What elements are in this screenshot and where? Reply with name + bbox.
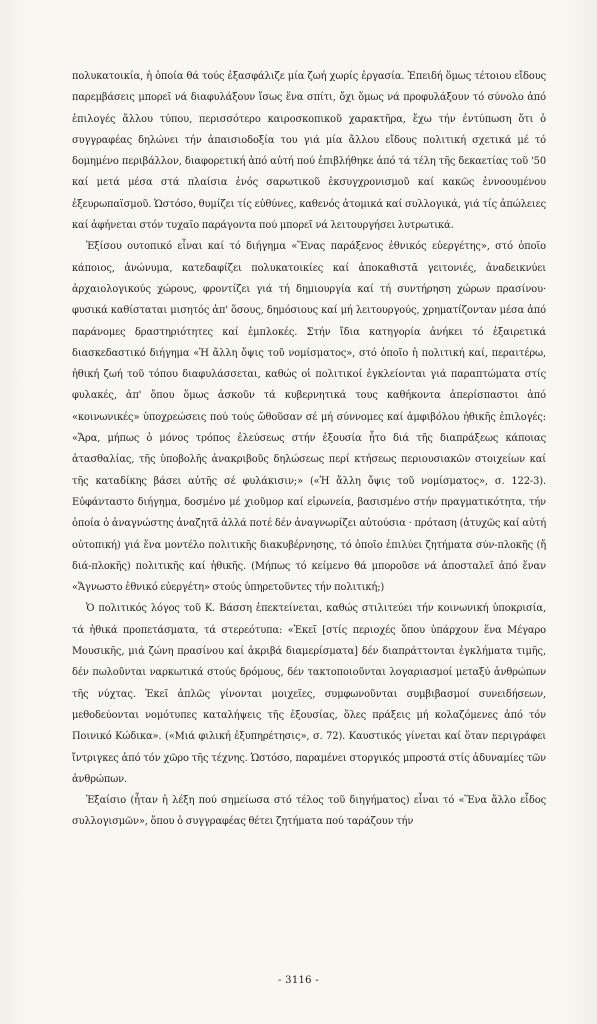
paragraph-3: Ὁ πολιτικός λόγος τοῦ Κ. Βάσση ἐπεκτείνεται, καθώς στιλιτεύει τήν κοινωνική ὑποκρισία, τά ἠθικά προπετάσματα, τά στερεότυπα: «Ἐκεῖ [στίς περιοχές ὅπου ὑπάρχουν ἕνα Μέγαρο Μουσικῆς, μιά ζώνη πρασίνου καί ἀκριβά διαμερίσματα] δέν διαπράττονται ἐγκλήματα τιμῆς, δέν πωλοῦνται ναρκωτικά στούς δρόμους, δέν τακτοποιοῦνται λογαριασμοί μεταξύ ἀνθρώπων τῆς νύχτας. Ἐκεῖ ἁπλῶς γίνονται μοιχεῖες, συμφωνοῦνται συμβιβασμοί συνειδήσεων, μεθοδεύονται νομότυπες καταλήψεις τῆς ἐξουσίας, ὅλες πράξεις μή κολαζόμενες ἀπό τόν Ποινικό Κώδικα». («Μιά φιλική ἐξυπηρέτησις», σ. 72). Καυστικός γίνεται καί ὅταν περιγράφει ἴντριγκες ἀπό τόν χῶρο τῆς τέχνης. Ὡστόσο, παραμένει στοργικός μπροστά στίς ἀδυναμίες τῶν ἀνθρώπων. — [72, 603, 546, 785]
page-number: - 3116 - — [278, 975, 319, 986]
paragraph-1: πολυκατοικία, ἡ ὁποία θά τούς ἐξασφάλιζε μία ζωή χωρίς ἐργασία. Ἐπειδή ὅμως τέτοιου εἴδους παρεμβάσεις μπορεῖ νά διαφυλάξουν ἴσως ἕνα σπίτι, ὄχι ὅμως νά προφυλάξουν τό σύνολο ἀπό ἐπιλογές ἄλλου τύπου, περισσότερο καιροσκοπικοῦ χαρακτῆρα, ἔχω τήν ἐντύπωση ὅτι ὁ συγγραφέας δηλώνει τήν ἀπαισιοδοξία του γιά μία ἄλλου εἴδους πολιτική σχετικά μέ τό δομημένο περιβάλλον, διαφορετική ἀπό αὐτή πού ἐπιβλήθηκε ἀπό τά τέλη τῆς δεκαετίας τοῦ '50 καί μετά μέσα στά πλαίσια ἑνός σαρωτικοῦ ἐκσυγχρονισμοῦ καί κακῶς ἐννοουμένου ἐξευρωπαϊσμοῦ. Ὡστόσο, θυμίζει τίς εὐθύνες, καθενός ἀτομικά καί συλλογικά, γιά τίς ἀπώλειες καί ἀφήνεται στόν τυχαῖο παράγοντα πού μπορεῖ νά λειτουργήσει λυτρωτικά. — [72, 71, 546, 232]
paragraph-4: Ἐξαίσιο (ἦταν ἡ λέξη πού σημείωσα στό τέλος τοῦ διηγήματος) εἶναι τό «Ἕνα ἄλλο εἶδος συλλογισμῶν», ὅπου ὁ συγγραφέας θέτει ζητήματα πού ταράζουν τήν — [72, 795, 546, 828]
body-text — [72, 66, 546, 833]
paragraph-2: Ἐξίσου ουτοπικό εἶναι καί τό διήγημα «Ἕνας παράξενος ἐθνικός εὐεργέτης», στό ὁποῖο κάποιος, ἀνώνυμα, κατεδαφίζει πολυκατοικίες καί ἀποκαθιστᾶ γειτονιές, ἀναδεικνύει ἀρχαιολογικούς χώρους, φροντίζει γιά τή δημιουργία καί τή συντήρηση χώρων πρασίνου· φυσικά καθίσταται μισητός ἀπ' ὅσους, δημόσιους καί μή λειτουργούς, χρηματίζονταν μέσα ἀπό παράνομες δραστηριότητες καί ἐμπλοκές. Στήν ἴδια κατηγορία ἀνήκει τό ἐξαιρετικά διασκεδαστικό διήγημα «Ἡ ἄλλη ὄψις τοῦ νομίσματος», στό ὁποῖο ἡ πολιτική καί, περαιτέρω, ἠθική ζωή τοῦ τόπου διαφυλάσσεται, καθώς οἱ πολιτικοί ἐγκλείονται γιά παραπτώματα στίς φυλακές, ἀπ' ὅπου ὅμως ἀσκοῦν τά κυβερνητικά τους καθήκοντα ἀπερίσπαστοι ἀπό «κοινωνικές» ὑποχρεώσεις πού τούς ὤθοῦσαν σέ μή σύννομες καί ἀμφιβόλου ἠθικῆς ἐπιλογές: «Ἄρα, μήπως ὁ μόνος τρόπος ἐλεύσεως στήν ἐξουσία ἦτο διά τῆς διαπράξεως κάποιας ἀτασθαλίας, τῆς ὑποβολῆς ἀνακριβοῦς δηλώσεως περί κτήσεως περιουσιακῶν στοιχείων καί τῆς καταδίκης βάσει αὐτῆς σέ φυλάκισιν;» («Ἡ ἄλλη ὄψις τοῦ νομίσματος», σ. 122-3). Εὐφάνταστο διήγημα, δοσμένο μέ χιοῦμορ καί εἰρωνεία, βασισμένο στήν πραγματικότητα, τήν ὁποία ὁ ἀναγνώστης ἀναζητᾶ ἀλλά ποτέ δέν ἀναγνωρίζει αὐτούσια · πρόταση (ἀτυχῶς καί αὐτή οὐτοπική) γιά ἕνα μοντέλο πολιτικῆς διακυβέρνησης, τό ὁποῖο ἐπιλύει ζητήματα σύν-πλοκῆς (ἤ διά-πλοκῆς) πολιτικῆς καί ἠθικῆς. (Μήπως τό κείμενο θά μποροῦσε νά ἀποσταλεῖ ἀπό ἕναν «Ἄγνωστο ἐθνικό εὐεργέτη» στούς ὑπηρετοῦντες τήν πολιτική;) — [72, 241, 546, 594]
